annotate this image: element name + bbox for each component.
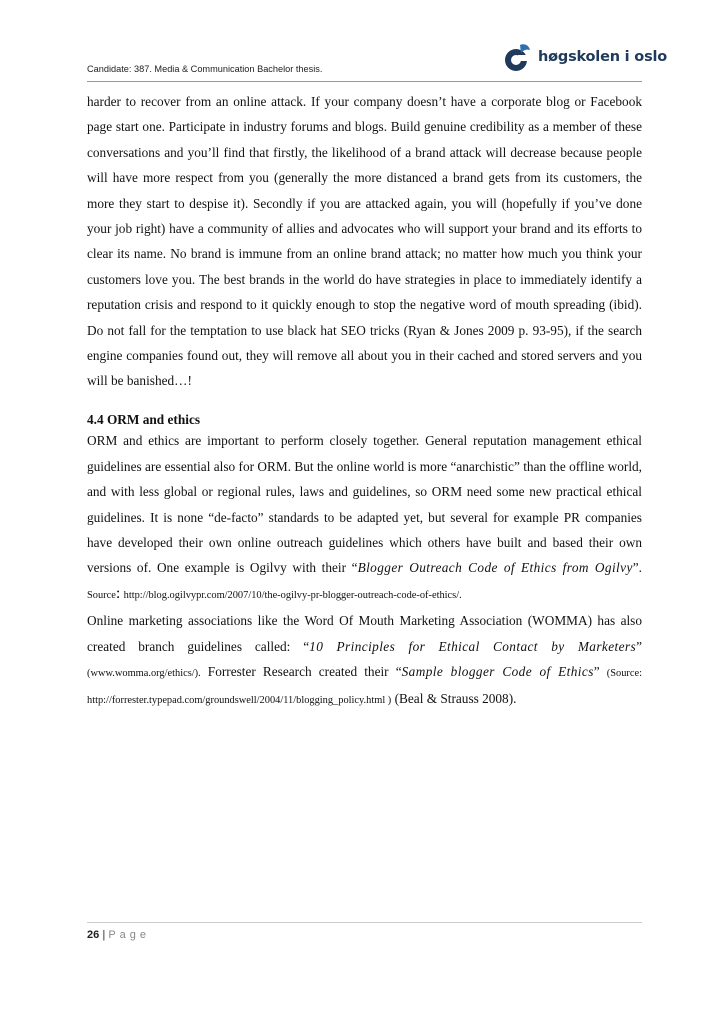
page-footer: [87, 929, 150, 941]
paragraph-2: [87, 428, 642, 608]
paragraph-3-text-3: Forrester Research created their “: [200, 663, 402, 679]
footer-divider: [87, 922, 642, 923]
womma-url[interactable]: (www.womma.org/ethics/).: [87, 667, 201, 679]
citation: (Beal & Strauss 2008).: [391, 691, 517, 707]
paragraph-1: harder to recover from an online attack. If your company doesn’t have a corporate blog or Facebook page start one. Participate in industry forums and blogs. Build genuine credibility as a member of these conversations and you’ll find that firstly, the likelihood of a brand attack will decrease because people will have more respect from you (generally the more distanced a brand gets from its customers, the more they start to despise it). Secondly if you are attacked again, you will (hopefully if you’ve done your job right) have a community of allies and advocates who will support your brand and its efforts to clear its name. No brand is immune from an online brand attack; no matter how much you think your customers love you. The best brands in the world do have strategies in place to immediately identify a reputation crisis and respond to it quickly enough to stop the negative word of mouth spreading (ibid). Do not fall for the temptation to use black hat SEO tricks (Ryan & Jones 2009 p. 93-95), if the search engine companies found out, they will remove all about you in their cached and stored servers and you will be banished…!: [87, 94, 642, 389]
ogilvy-code-title: Blogger Outreach Code of Ethics from Ogilvy: [357, 560, 633, 576]
page-label: Page: [108, 929, 151, 941]
hio-logo-icon: [503, 41, 535, 73]
paragraph-2-close-quote: ”.: [632, 560, 642, 576]
hio-logo: [503, 41, 667, 73]
source-colon: :: [115, 584, 121, 602]
body-text: [87, 89, 642, 714]
page-number: 26: [87, 929, 100, 941]
source-label: Source: [87, 589, 116, 601]
paragraph-3-text-2: ”: [636, 638, 642, 654]
header-divider: [87, 81, 642, 82]
womma-principles-title: 10 Principles for Ethical Contact by Marketers: [309, 638, 637, 654]
paragraph-3: [87, 608, 642, 714]
ogilvy-url[interactable]: http://blog.ogilvypr.com/2007/10/the-ogilvy-pr-blogger-outreach-code-of-ethics/.: [123, 589, 462, 601]
footer-separator: |: [102, 929, 106, 941]
paragraph-3-text-4: ”: [593, 663, 607, 679]
forrester-source[interactable]: (Source: http://forrester.typepad.com/groundswell/2004/11/blogging_policy.html ): [87, 667, 642, 707]
paragraph-3-text-1: Online marketing associations like the Word Of Mouth Marketing Association (WOMMA) has also created branch guidelines called: “: [87, 613, 642, 654]
paragraph-2-text: ORM and ethics are important to perform closely together. General reputation management ethical guidelines are essential also for ORM. But the online world is more “anarchistic” than the offline world, and with less global or regional rules, laws and guidelines, so ORM need some new practical ethical guidelines. It is none “de-facto” standards to be adapted yet, but several for example PR companies have developed their own online outreach guidelines which others have built and based their own versions of. One example is Ogilvy with their “: [87, 433, 642, 576]
logo-text: høgskolen i oslo: [538, 49, 668, 65]
candidate-header: Candidate: 387. Media & Communication Bachelor thesis.: [87, 64, 323, 74]
forrester-code-title: Sample blogger Code of Ethics: [401, 663, 594, 679]
section-heading: 4.4 ORM and ethics: [87, 411, 201, 427]
